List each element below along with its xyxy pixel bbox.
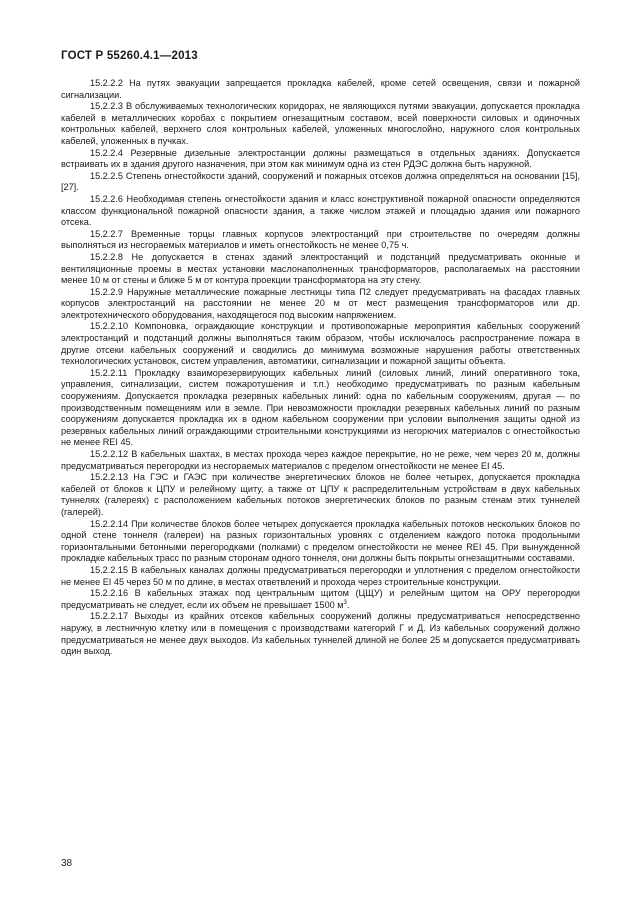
paragraph-15-2-2-9: 15.2.2.9 Наружные металлические пожарные лестницы типа П2 следует предусматривать на фасадах главных корпусов электростанций на расстоянии не менее 20 м от мест размещения трансформаторов или др. электротехнического оборудования, находящегося под высоким напряжением. bbox=[61, 286, 580, 320]
paragraph-15-2-2-2: 15.2.2.2 На путях эвакуации запрещается прокладка кабелей, кроме сетей освещения, связи и пожарной сигнализации. bbox=[61, 78, 580, 100]
paragraph-15-2-2-16-text: 15.2.2.16 В кабельных этажах под центральным щитом (ЦЩУ) и релейным щитом на ОРУ перегородки предусматривать не следует, если их объем не превышает 1500 м bbox=[61, 588, 580, 610]
paragraph-15-2-2-7: 15.2.2.7 Временные торцы главных корпусов электростанций при строительстве по очередям должны выполняться из несгораемых материалов и иметь огнестойкость не менее 0,75 ч. bbox=[61, 228, 580, 251]
paragraph-15-2-2-10: 15.2.2.10 Компоновка, ограждающие конструкции и противопожарные мероприятия кабельных сооружений электростанций и подстанций должны выполняться таким образом, чтобы исключалось распространение пожара в другие отсеки кабельных сооружений и сводились до минимума возможные нарушения работы ответственных технологических установок, систем управления, автоматики, сигнализации и пожарной защиты объекта. bbox=[61, 321, 580, 367]
paragraph-15-2-2-17: 15.2.2.17 Выходы из крайних отсеков кабельных сооружений должны предусматриваться непосредственно наружу, в лестничную клетку или в помещения с производствами категорий Г и Д. Из кабельных сооружений должно предусматриваться не менее двух выходов. Из кабельных туннелей длиной не более 25 м допускается предусматривать один выход. bbox=[61, 611, 580, 657]
paragraph-15-2-2-16-end: . bbox=[346, 599, 350, 610]
paragraph-15-2-2-16 bbox=[61, 588, 580, 611]
paragraph-15-2-2-14: 15.2.2.14 При количестве блоков более четырех допускается прокладка кабельных потоков нескольких блоков по одной стене тоннеля (галереи) на разных горизонтальных уровнях с отделением каждого потока продольными горизонтальными бетонными перегородками (полками) с пределом огнестойкости не менее REI 45. При вынужденной прокладке кабельных трасс по разным сторонам одного тоннеля, они должны быть покрыты огнезащитными составами. bbox=[61, 518, 580, 564]
paragraph-15-2-2-8: 15.2.2.8 Не допускается в стенах зданий электростанций и подстанций предусматривать оконные и вентиляционные проемы в местах установки маслонаполненных трансформаторов, располагаемых на расстоянии менее 10 м от стены и ближе 5 м от контура проекции трансформатора на эту стену. bbox=[61, 251, 580, 286]
document-body bbox=[61, 78, 580, 658]
paragraph-15-2-2-12: 15.2.2.12 В кабельных шахтах, в местах прохода через каждое перекрытие, но не реже, чем через 20 м, должны предусматриваться перегородки из несгораемых материалов с пределом огнестойкости не менее EI 45. bbox=[61, 449, 580, 471]
paragraph-15-2-2-11: 15.2.2.11 Прокладку взаиморезервирующих кабельных линий (силовых линий, линий оперативного тока, управления, сигнализации, систем пожаротушения и т.п.) необходимо предусматривать по разным кабельным сооружениям. Допускается прокладка резервных кабельных линий: одна по кабельным сооружениям, другая — по производственным помещениям или в земле. При невозможности прокладки резервных кабельных линий по разным сооружениям допускается прокладка их в одном кабельном сооружении при условии выполнения защиты одной из резервных кабельных линий ограждающими строительными конструкциями из негорючих материалов с огнестойкостью не менее REI 45. bbox=[61, 367, 580, 448]
paragraph-15-2-2-4: 15.2.2.4 Резервные дизельные электростанции должны размещаться в отдельных зданиях. Допускается встраивать их в здания другого назначения, при этом как минимум одна из стен РДЭС должна быть наружной. bbox=[61, 147, 580, 170]
page-number: 38 bbox=[61, 858, 73, 869]
paragraph-15-2-2-15: 15.2.2.15 В кабельных каналах должны предусматриваться перегородки и уплотнения с пределом огнестойкости не менее EI 45 через 50 м по длине, в местах ответвлений и прохода через строительные конструкции. bbox=[61, 564, 580, 587]
paragraph-15-2-2-5: 15.2.2.5 Степень огнестойкости зданий, сооружений и пожарных отсеков должна определяться на основании [15], [27]. bbox=[61, 170, 580, 193]
paragraph-15-2-2-3: 15.2.2.3 В обслуживаемых технологических коридорах, не являющихся путями эвакуации, допускается прокладка кабелей в металлических коробах с покрытием огнезащитным составом, всей поверхности силовых и одиночных контрольных кабелей, верхнего слоя контрольных кабелей, уложенных многослойно, наружного слоя контрольных кабелей, уложенных в пучках. bbox=[61, 101, 580, 146]
document-header: ГОСТ Р 55260.4.1—2013 bbox=[61, 50, 198, 62]
paragraph-15-2-2-6: 15.2.2.6 Необходимая степень огнестойкости здания и класс конструктивной пожарной опасности определяются классом функциональной пожарной опасности здания, а также числом этажей и площадью здания или пожарного отсека. bbox=[61, 193, 580, 228]
paragraph-15-2-2-13: 15.2.2.13 На ГЭС и ГАЭС при количестве энергетических блоков не более четырех, допускается прокладка кабелей от блоков к ЦПУ и релейному щиту, а также от ЦПУ к распределительным устройствам в двух кабельных туннелях (галереях) с расположением кабельных потоков энергетических блоков по разным стенам этих туннелей (галерей). bbox=[61, 472, 580, 517]
cubic-superscript: 3 bbox=[343, 599, 347, 606]
